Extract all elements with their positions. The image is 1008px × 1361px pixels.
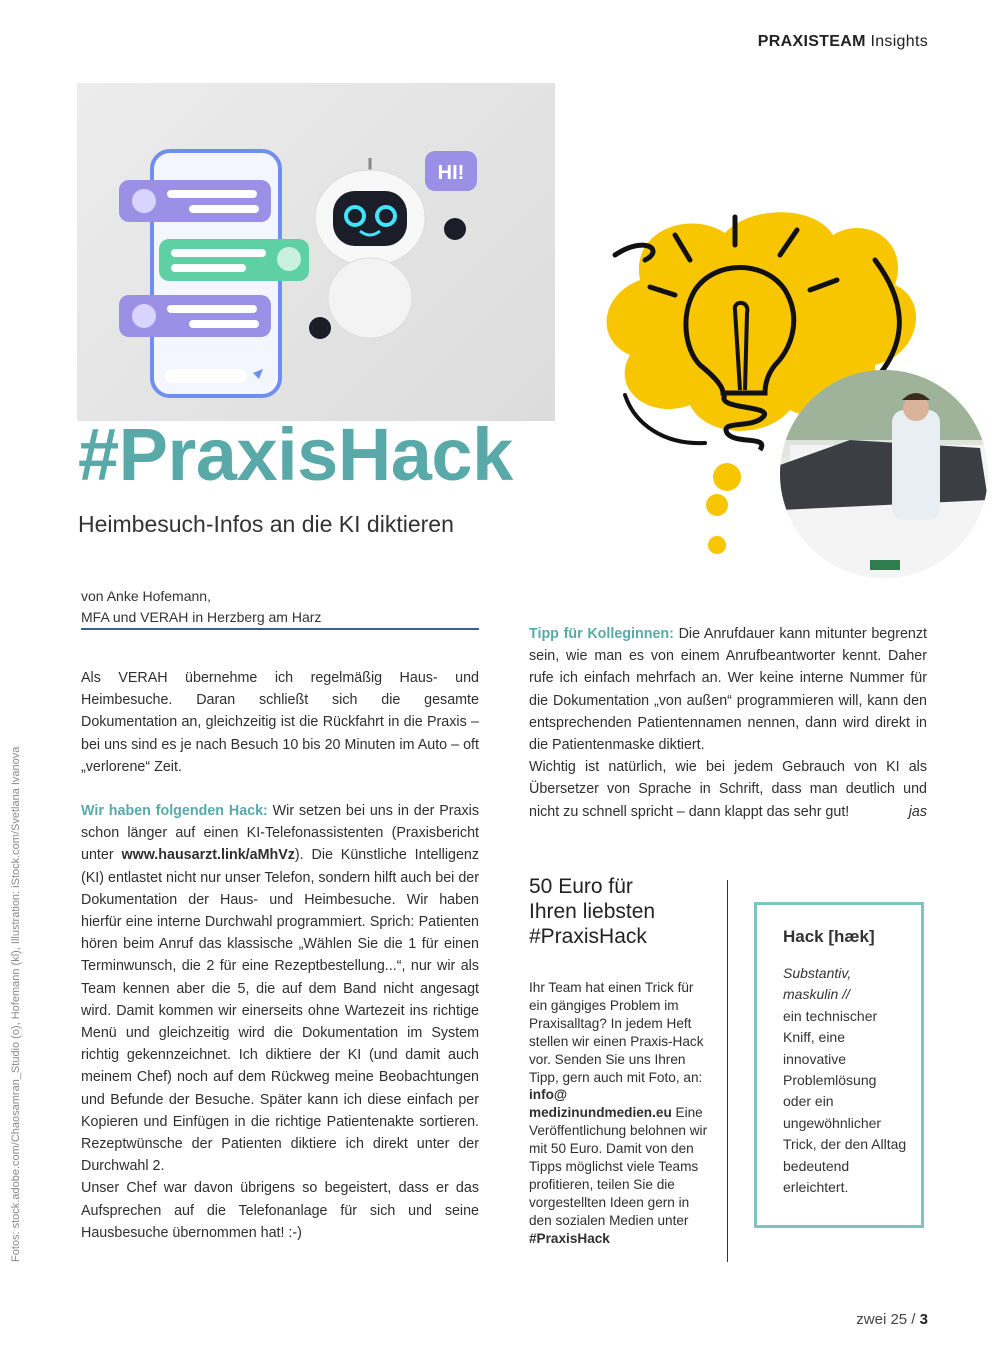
- paragraph-hack: Wir haben folgenden Hack: Wir setzen bei uns in der Praxis schon länger auf einen KI-Telefonassistenten (Praxisbericht unter www.hausarzt.link/aMhVz). Die Künstliche Intelligenz (KI) entlastet nicht nur unser Telefon, sondern hilft auch bei der Dokumentation der Haus- und Heimbesuche. Wir haben hierfür eine interne Durchwahl programmiert. Sprich: Patienten hören beim Anruf das klassische „Wählen Sie die 1 für einen Terminwunsch, die 2 für eine Rezeptbestellung...“, nur wir als Team kennen aber die 5, die auf dem Band nicht angesagt wird. Damit kommen wir einerseits ohne Wartezeit ins richtige Menü und gleichzeitig wird die Dokumentation im System richtig gekennzeichnet. Ich diktiere der KI (und damit auch meinem Chef) noch auf dem Rückweg meine Beobachtungen und Befunde der Besuche. Später kann ich diese einfach per Kopieren und Einfügen in die richtige Patientenakte sortieren. Rezeptwünsche der Patienten diktiere ich direkt unter der Durchwahl 2.: [81, 803, 479, 1175]
- tip-lead: Tipp für Kolleginnen:: [529, 626, 674, 642]
- paragraph-intro: Als VERAH übernehme ich regelmäßig Haus- und Heimbesuche. Daran schließt sich die gesamte Dokumentation an, gleichzeitig ist die Rückfahrt in die Praxis – bei uns sind es je nach Besuch 10 bis 20 Minuten im Auto – oft „verlorene“ Zeit.: [81, 670, 479, 775]
- chat-bubble-bot-1: [119, 180, 271, 222]
- column-divider: [727, 880, 728, 1262]
- car-photo-illustration: [780, 370, 988, 578]
- page-footer: [856, 1311, 928, 1328]
- chat-bubble-bot-2: [119, 295, 271, 337]
- promo-hashtag: #PraxisHack: [529, 1230, 610, 1246]
- photo-credits: Fotos: stock.adobe.com/Chaosamran_Studio (o), Hofemann (kl), Illustration: iStock.com/Svetlana Ivanova: [10, 746, 22, 1262]
- author-photo: [780, 370, 988, 578]
- chat-bubble-user: [159, 239, 309, 281]
- paragraph-tip: Tipp für Kolleginnen: Die Anrufdauer kann mitunter begrenzt sein, wie man es von einem Anrufbeantworter kennt. Daher rufe ich einfach mehrfach an. Wer keine interne Nummer für die Dokumentation „von außen“ programmieren will, kann den entsprechenden Patientennamen nennen, dann wird direkt in die Patientenmaske diktiert.: [529, 626, 927, 754]
- article-column-left: [81, 667, 479, 1244]
- hi-speech-bubble: [425, 151, 477, 191]
- author-byline: [81, 586, 321, 628]
- author-role: MFA und VERAH in Herzberg am Harz: [81, 609, 322, 625]
- hero-image: [77, 83, 555, 421]
- definition-box: [754, 902, 924, 1228]
- hack-lead: Wir haben folgenden Hack:: [81, 803, 268, 820]
- definition-text: ein technischer Kniff, eine innovative Problemlösung oder ein ungewöhnlicher Trick, der den Alltag bedeutend erleichtert.: [783, 1007, 907, 1196]
- page-subtitle: Heimbesuch-Infos an die KI diktieren: [78, 511, 454, 537]
- hi-text: HI!: [437, 162, 465, 184]
- promo-email[interactable]: info@ medizinundmedien.eu: [529, 1087, 672, 1121]
- page-number: 3: [919, 1311, 928, 1328]
- link-praxisbericht[interactable]: www.hausarzt.link/aMhVz: [121, 847, 295, 864]
- page-title: #PraxisHack: [78, 413, 513, 496]
- running-header: [758, 33, 928, 51]
- definition-grammar: Substantiv, maskulin //: [783, 965, 852, 1003]
- robot-illustration: [77, 83, 555, 421]
- promo-heading: 50 Euro für Ihren liebsten #PraxisHack: [529, 875, 656, 948]
- author-name: von Anke Hofemann,: [81, 588, 211, 604]
- header-brand: PRAXISTEAM: [757, 33, 866, 50]
- promo-text: Ihr Team hat einen Trick für ein gängiges Problem im Praxisalltag? In jedem Heft stellen wir einen Praxis-Hack vor. Senden Sie uns Ihren Tipp, gern auch mit Foto, an: info@ medizinundmedien.eu Eine Veröffentlichung belohnen wir mit 50 Euro. Damit von den Tipps möglichst viele Teams profitieren, teilen Sie die vorgestellten Ideen gern in den sozialen Medien unter #PraxisHack: [529, 980, 708, 1246]
- paragraph-chef: Unser Chef war davon übrigens so begeistert, dass er das Aufsprechen auf die Telefonanlage für sich und seine Hausbesuche übernommen hat! :-): [81, 1180, 479, 1241]
- definition-term: Hack [hæk]: [783, 927, 875, 946]
- byline-rule: [81, 628, 479, 630]
- article-column-right: [529, 623, 927, 823]
- author-signature: jas: [908, 803, 927, 820]
- paragraph-important: Wichtig ist natürlich, wie bei jedem Gebrauch von KI als Übersetzer von Sprache in Schrift, dass man deutlich und nicht zu schnell spricht – dann klappt das sehr gut! jas: [529, 756, 927, 823]
- header-section: Insights: [870, 33, 928, 50]
- issue-label: zwei 25 /: [856, 1311, 920, 1328]
